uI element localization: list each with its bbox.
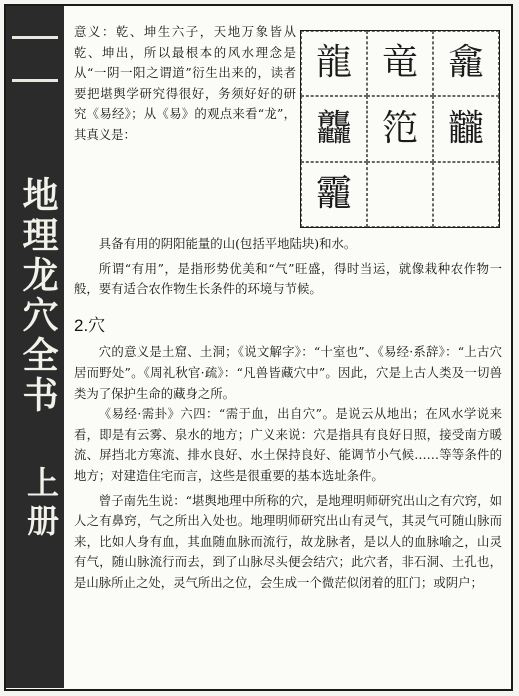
- glyph-cell: 龖: [433, 96, 499, 161]
- dragon-definition: 具备有用的阴阳能量的山(包括平地陆块)和水。: [98, 236, 357, 251]
- section-title-xue: 2.穴: [74, 315, 106, 335]
- xue-paragraph-2: 《易经·需卦》六四：“需于血，出自穴”。是说云从地出；在风水学说来看，即是有云雾、泉水的地方；广义来说：穴是指具有良好日照，接受南方暖流、屏挡北方寒流、排水良好、水土保持良好、能调节小气候……等等条件的地方；对建造住宅而言，这些是很重要的基本选址条件。: [74, 406, 502, 483]
- top-block: [74, 22, 502, 234]
- main-content: [74, 22, 502, 594]
- glyph-cell: 笵: [367, 96, 433, 161]
- glyph-cell: 龘: [301, 96, 367, 161]
- glyph-cell: [367, 162, 433, 227]
- xue-paragraph-3: 曾子南先生说：“堪舆地理中所称的穴，是地理明师研究出山之有穴窍，如人之有鼻窍，气之所出入处也。地理明师研究出山有灵气，其灵气可随山脉而来，比如人身有血，其血随血脉而流行，故龙脉者，是以人的血脉喻之，山灵有气，随山脉流行而去，到了山脉尽头便会结穴；此穴者，非石洞、土孔也，是山脉所止之处，灵气所出之位，会生成一个微茫似闭着的肛门；或阴户；: [74, 492, 502, 590]
- side-ornament: [12, 36, 58, 82]
- volume-label: 上册: [22, 466, 60, 542]
- dragon-glyph-grid: [300, 30, 500, 228]
- glyph-cell: 竜: [367, 31, 433, 96]
- intro-paragraph: 意义：乾、坤生六子，天地万象皆从乾、坤出，所以最根本的风水理念是从“一阴一阳之谓道”衍生出来的，读者要把堪舆学研究得很好，务须好好的研究《易经》；从《易》的观点来看“龙”，其真义是：: [74, 24, 296, 142]
- dragon-explanation: 所谓“有用”，是指形势优美和“气”旺盛，得时当运，就像栽种农作物一般，要有适合农作物生长条件的环境与节候。: [74, 260, 502, 297]
- side-band: [6, 6, 64, 688]
- glyph-cell: 龍: [301, 31, 367, 96]
- xue-paragraph-1: 穴的意义是土窟、土洞；《说文解字》：“十室也”、《易经·系辞》：“上古穴居而野处”。《周礼秋官·疏》：“凡兽皆藏穴中”。因此，穴是上古人类及一切兽类为了保护生命的藏身之所。: [74, 344, 502, 401]
- book-title: 地理龙穴全书: [17, 176, 59, 416]
- glyph-cell: 龕: [433, 31, 499, 96]
- glyph-cell: [433, 162, 499, 227]
- glyph-cell: 龗: [301, 162, 367, 227]
